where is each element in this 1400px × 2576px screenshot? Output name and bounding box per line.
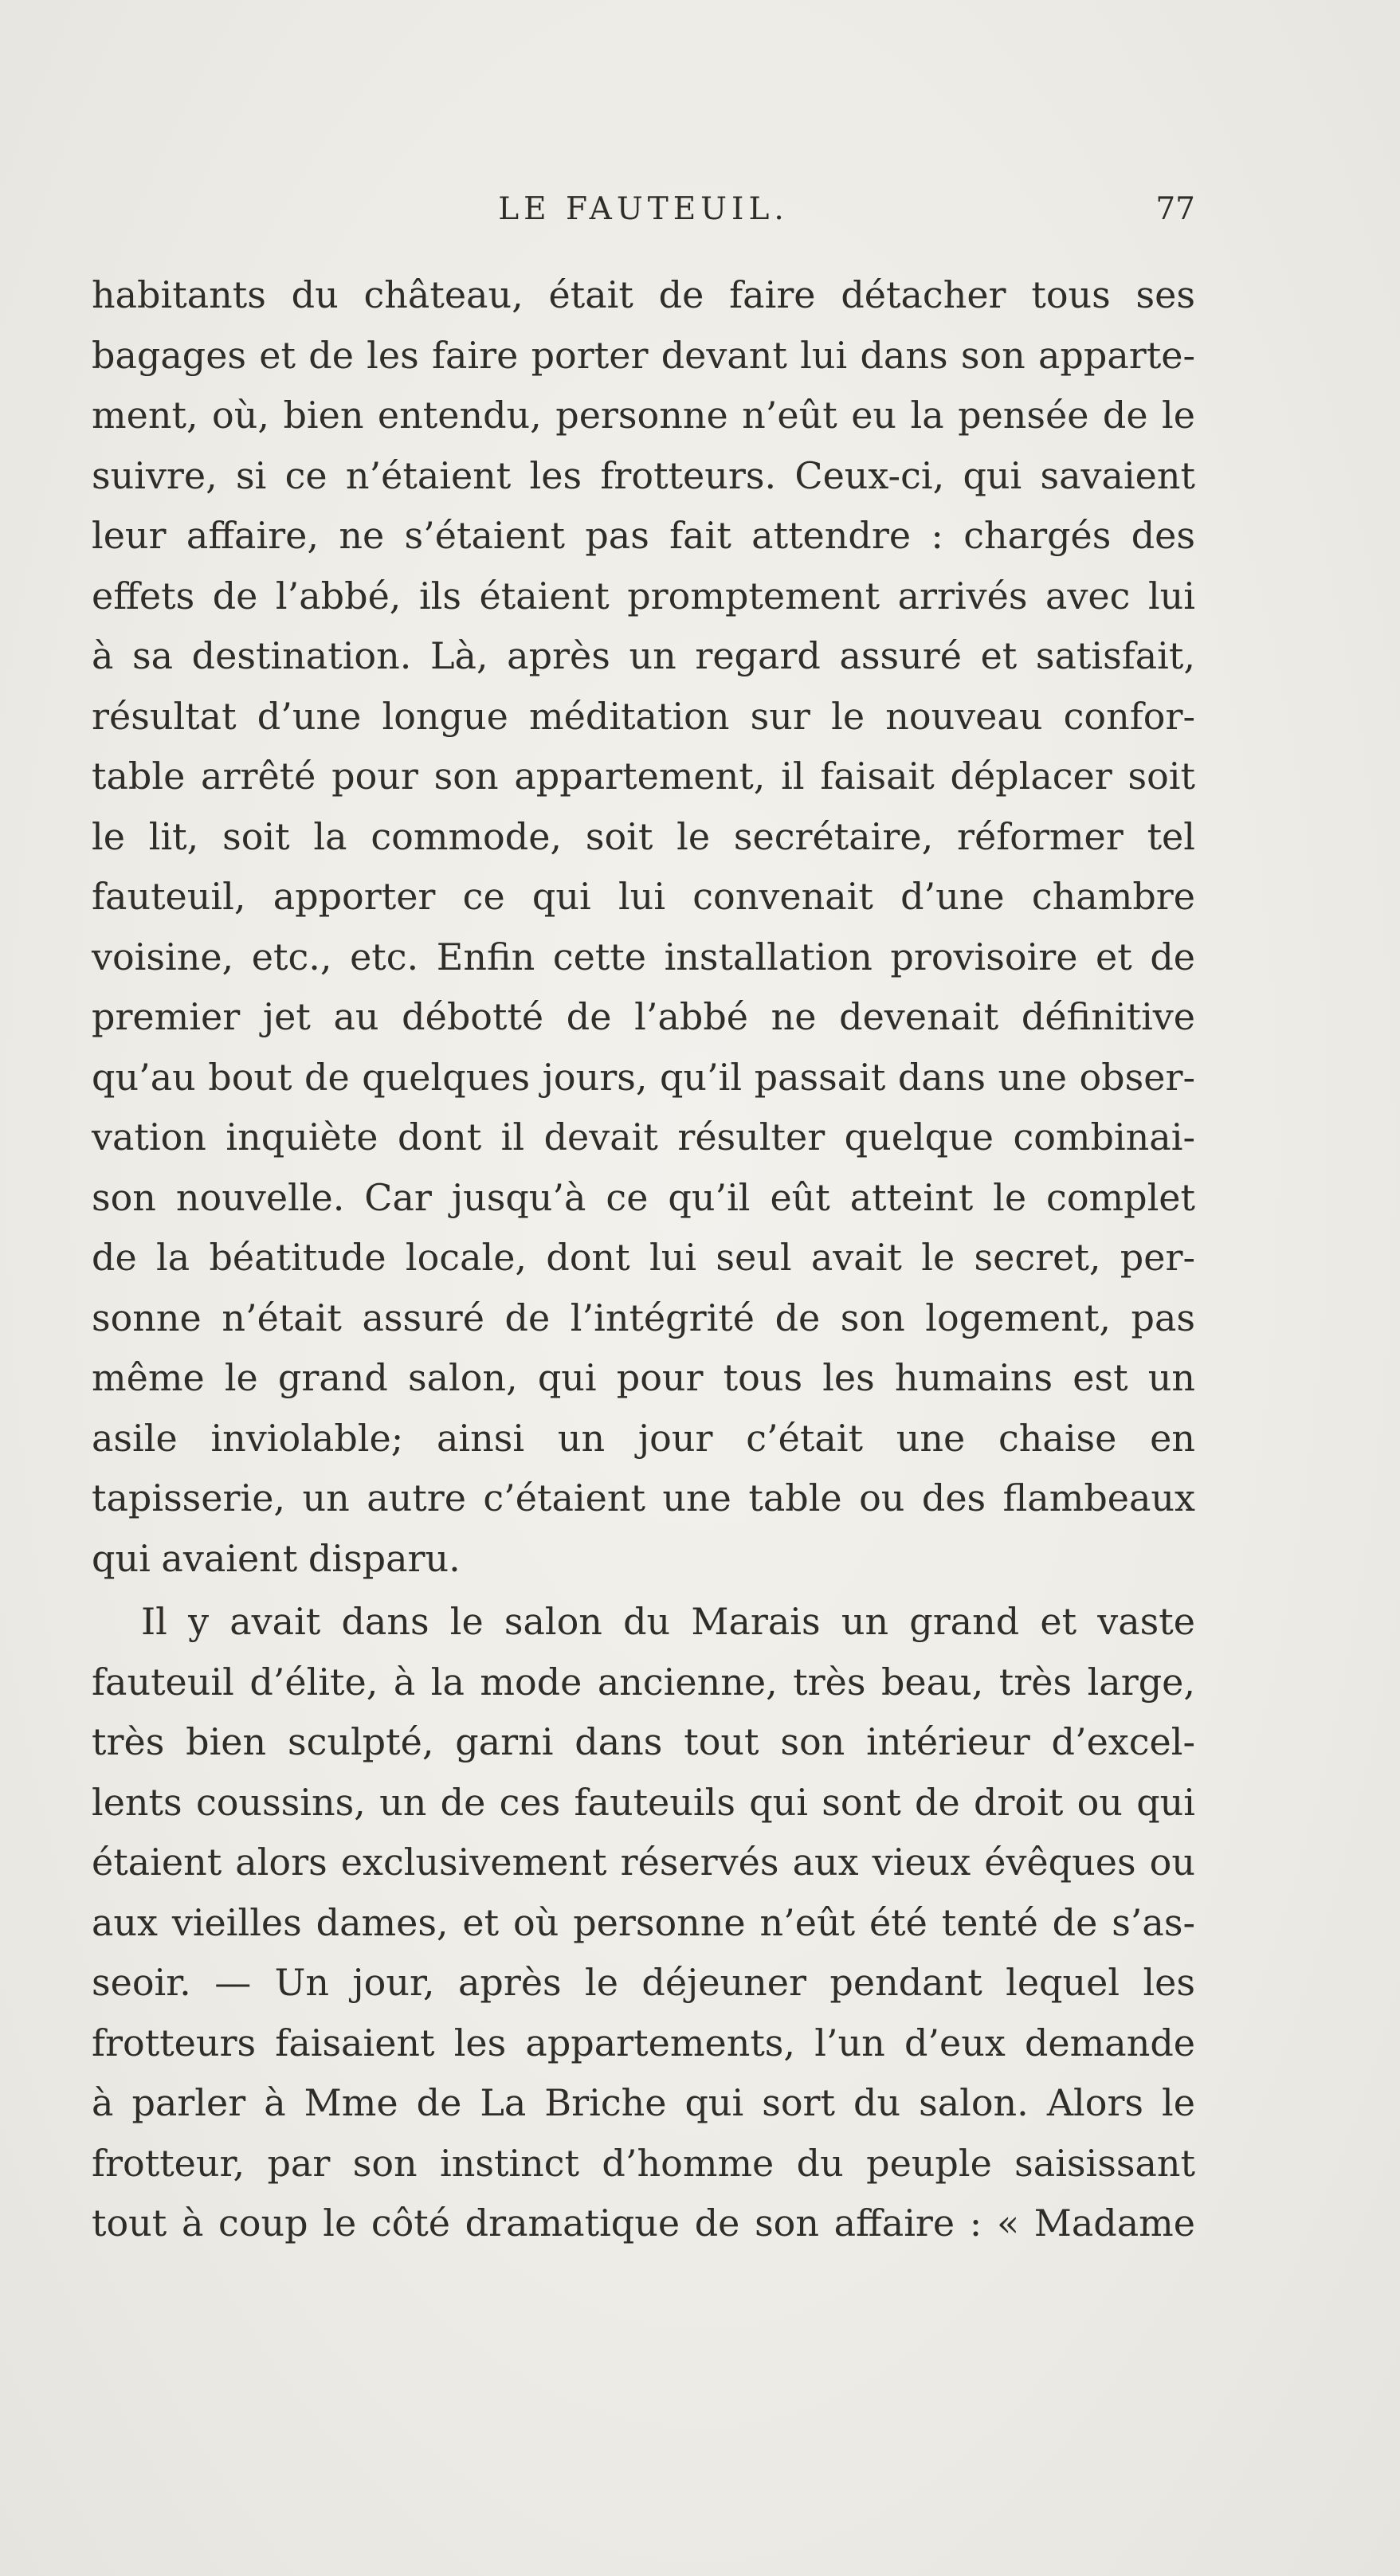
text-line: qu’au bout de quelques jours, qu’il passait dans une obser- bbox=[92, 1055, 1195, 1099]
text-line: suivre, si ce n’étaient les frotteurs. Ceux-ci, qui savaient bbox=[92, 453, 1195, 497]
text-line: lents coussins, un de ces fauteuils qui sont de droit ou qui bbox=[92, 1780, 1195, 1824]
body-text bbox=[92, 265, 1195, 2254]
page-number: 77 bbox=[1155, 191, 1195, 227]
text-line: tapisserie, un autre c’étaient une table ou des flambeaux bbox=[92, 1476, 1195, 1519]
text-line: asile inviolable; ainsi un jour c’était une chaise en bbox=[92, 1416, 1195, 1460]
text-line: très bien sculpté, garni dans tout son intérieur d’excel- bbox=[92, 1720, 1195, 1763]
text-line: sonne n’était assuré de l’intégrité de son logement, pas bbox=[92, 1296, 1195, 1339]
running-title: LE FAUTEUIL. bbox=[498, 191, 789, 227]
text-line: habitants du château, était de faire détacher tous ses bbox=[92, 273, 1195, 316]
text-line: le lit, soit la commode, soit le secrétaire, réformer tel bbox=[92, 814, 1195, 858]
paragraph-1 bbox=[92, 265, 1195, 1589]
text-line: fauteuil, apporter ce qui lui convenait d’une chambre bbox=[92, 875, 1195, 918]
paragraph-2 bbox=[92, 1592, 1195, 2254]
running-head bbox=[92, 182, 1195, 237]
text-line: vation inquiète dont il devait résulter quelque combinai- bbox=[92, 1115, 1195, 1159]
text-line: leur affaire, ne s’étaient pas fait attendre : chargés des bbox=[92, 514, 1195, 557]
text-line: effets de l’abbé, ils étaient promptement arrivés avec lui bbox=[92, 574, 1195, 618]
text-line: tout à coup le côté dramatique de son affaire : « Madame bbox=[92, 2202, 1195, 2245]
text-line: résultat d’une longue méditation sur le nouveau confor- bbox=[92, 694, 1195, 738]
text-line: frotteurs faisaient les appartements, l’un d’eux demande bbox=[92, 2021, 1195, 2064]
text-line: table arrêté pour son appartement, il faisait déplacer soit bbox=[92, 755, 1195, 798]
text-line: aux vieilles dames, et où personne n’eût été tenté de s’as- bbox=[92, 1900, 1195, 1944]
text-line: seoir. — Un jour, après le déjeuner pendant lequel les bbox=[92, 1961, 1195, 2004]
text-line: premier jet au débotté de l’abbé ne devenait définitive bbox=[92, 995, 1195, 1038]
text-line: voisine, etc., etc. Enfin cette installation provisoire et de bbox=[92, 935, 1195, 978]
text-line: à parler à Mme de La Briche qui sort du salon. Alors le bbox=[92, 2081, 1195, 2124]
text-line: à sa destination. Là, après un regard assuré et satisfait, bbox=[92, 634, 1195, 677]
text-line: de la béatitude locale, dont lui seul avait le secret, per- bbox=[92, 1236, 1195, 1279]
text-line: Il y avait dans le salon du Marais un grand et vaste bbox=[141, 1600, 1195, 1643]
text-line: frotteur, par son instinct d’homme du peuple saisissant bbox=[92, 2141, 1195, 2185]
text-line: bagages et de les faire porter devant lui dans son apparte- bbox=[92, 333, 1195, 377]
text-line: son nouvelle. Car jusqu’à ce qu’il eût atteint le complet bbox=[92, 1175, 1195, 1219]
text-line: même le grand salon, qui pour tous les humains est un bbox=[92, 1356, 1195, 1399]
text-line: étaient alors exclusivement réservés aux vieux évêques ou bbox=[92, 1841, 1195, 1884]
text-line: ment, où, bien entendu, personne n’eût eu la pensée de le bbox=[92, 394, 1195, 437]
text-line: qui avaient disparu. bbox=[92, 1536, 461, 1580]
text-line: fauteuil d’élite, à la mode ancienne, très beau, très large, bbox=[92, 1660, 1195, 1704]
